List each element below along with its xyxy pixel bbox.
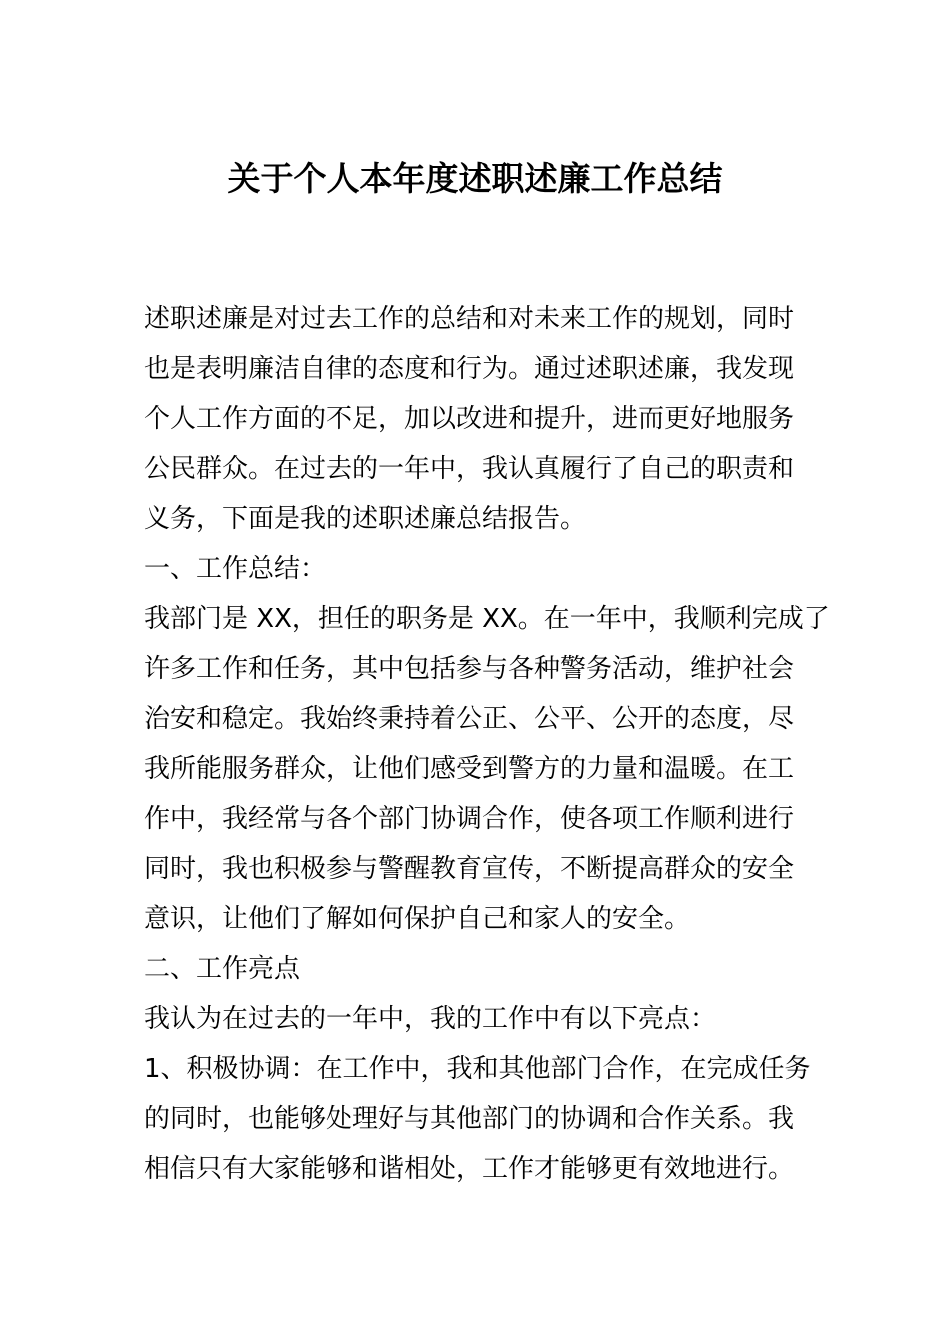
section-heading-work-summary: 一、工作总结： xyxy=(144,554,327,584)
body-line: 个人工作方面的不足，加以改进和提升，进而更好地服务 xyxy=(144,404,795,434)
body-line: 我所能服务群众，让他们感受到警方的力量和温暖。在工 xyxy=(144,754,795,784)
body-line: 我认为在过去的一年中，我的工作中有以下亮点： xyxy=(144,1004,717,1034)
document-body xyxy=(144,294,830,1194)
body-line: 相信只有大家能够和谐相处，工作才能够更有效地进行。 xyxy=(144,1154,795,1184)
body-line: 我部门是 XX，担任的职务是 XX。在一年中，我顺利完成了 xyxy=(144,604,830,634)
body-line: 许多工作和任务，其中包括参与各种警务活动，维护社会 xyxy=(144,654,795,684)
body-line: 公民群众。在过去的一年中，我认真履行了自己的职责和 xyxy=(144,454,795,484)
body-line: 也是表明廉洁自律的态度和行为。通过述职述廉，我发现 xyxy=(144,354,795,384)
body-line: 述职述廉是对过去工作的总结和对未来工作的规划，同时 xyxy=(144,304,795,334)
body-line: 义务，下面是我的述职述廉总结报告。 xyxy=(144,504,587,534)
section-heading-work-highlights: 二、工作亮点 xyxy=(144,954,301,984)
body-line: 的同时，也能够处理好与其他部门的协调和合作关系。我 xyxy=(144,1104,795,1134)
body-line: 作中，我经常与各个部门协调合作，使各项工作顺利进行 xyxy=(144,804,795,834)
body-line: 1、积极协调：在工作中，我和其他部门合作，在完成任务 xyxy=(144,1054,811,1084)
body-line: 意识，让他们了解如何保护自己和家人的安全。 xyxy=(144,904,691,934)
body-line: 同时，我也积极参与警醒教育宣传，不断提高群众的安全 xyxy=(144,854,795,884)
body-line: 治安和稳定。我始终秉持着公正、公平、公开的态度，尽 xyxy=(144,704,795,734)
document-title: 关于个人本年度述职述廉工作总结 xyxy=(227,159,723,198)
